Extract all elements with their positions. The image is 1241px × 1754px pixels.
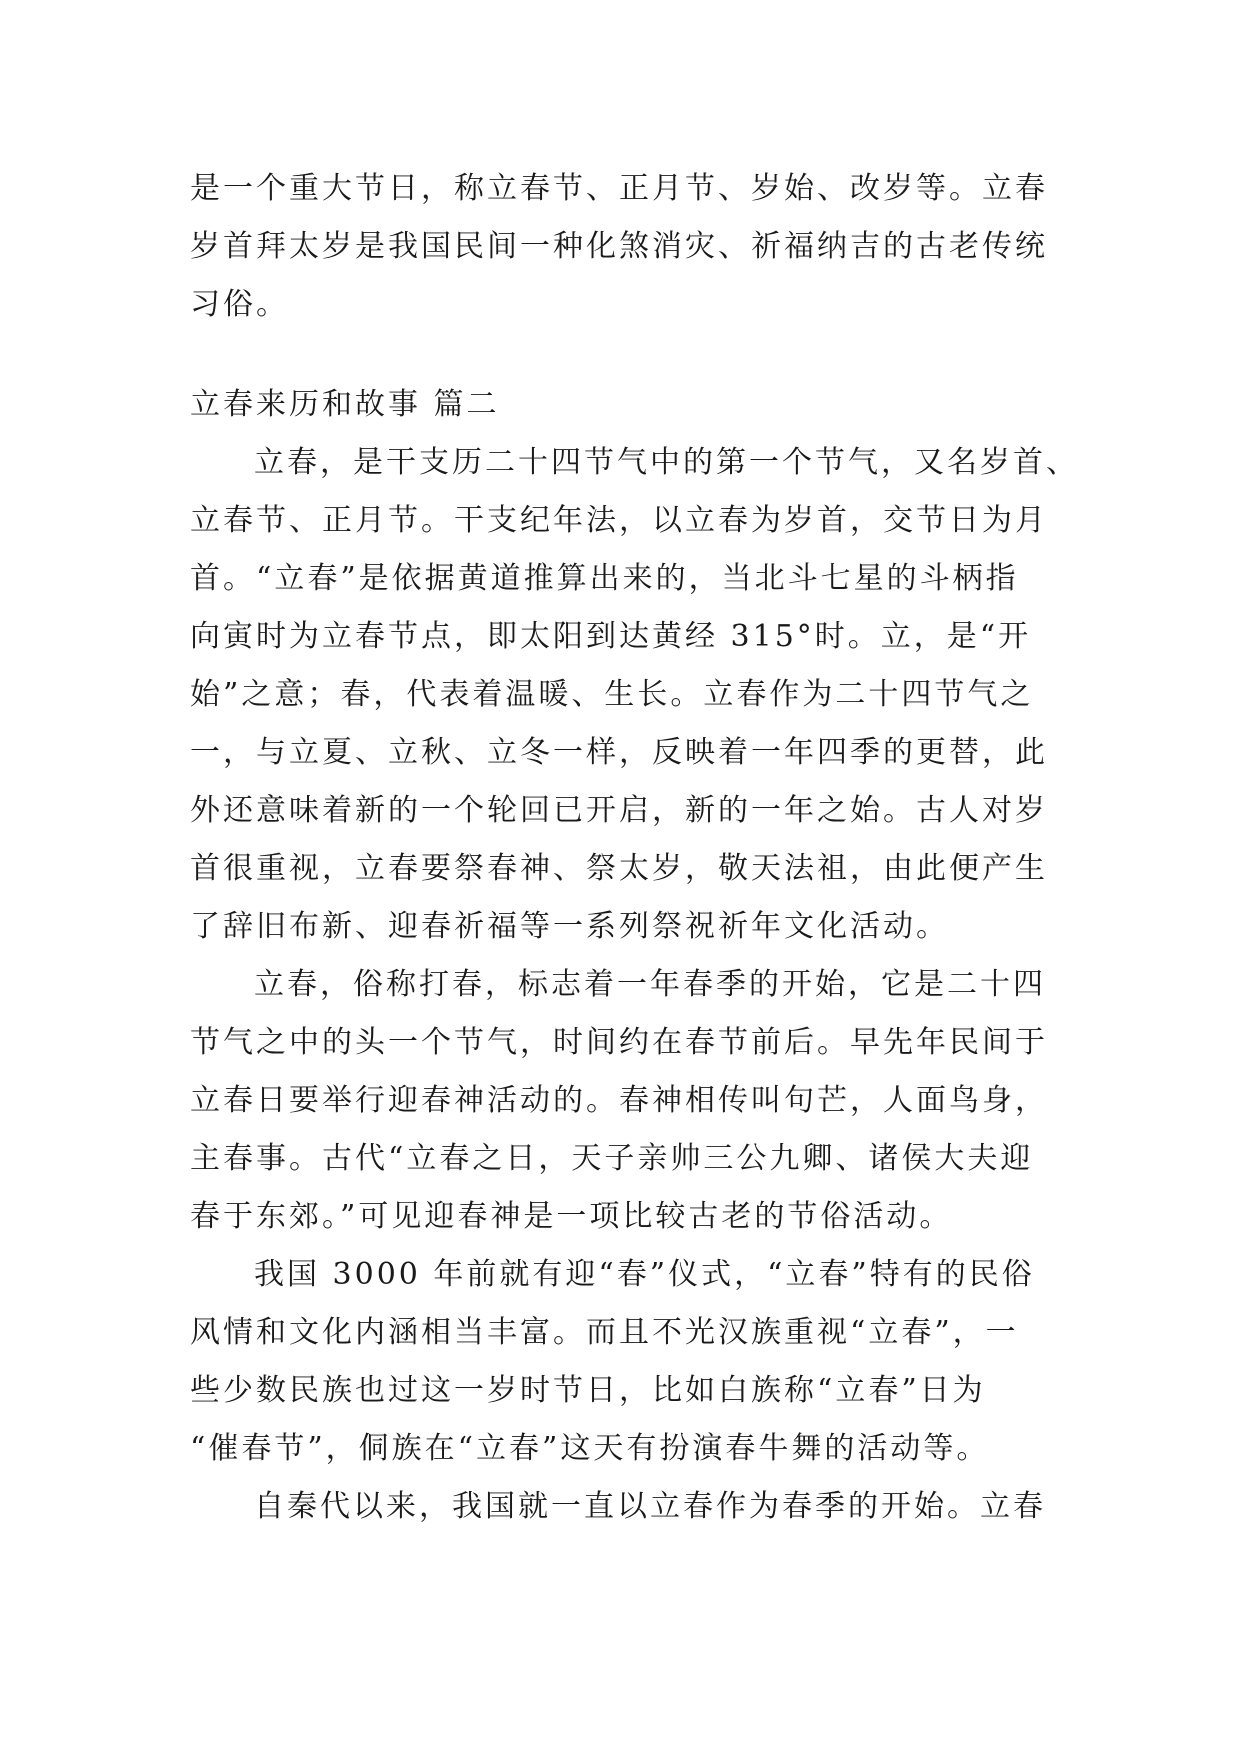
paragraph-line: 一，与立夏、立秋、立冬一样，反映着一年四季的更替，此 — [190, 735, 1048, 770]
paragraph-line: 我国 3000 年前就有迎“春”仪式，“立春”特有的民俗 — [254, 1257, 1035, 1292]
paragraph-line: 些少数民族也过这一岁时节日，比如白族称“立春”日为 — [190, 1373, 986, 1408]
paragraph-line: 立春节、正月节。干支纪年法，以立春为岁首，交节日为月 — [190, 503, 1048, 538]
paragraph-line: 了辞旧布新、迎春祈福等一系列祭祝祈年文化活动。 — [190, 909, 949, 944]
paragraph-line: “催春节”，侗族在“立春”这天有扮演春牛舞的活动等。 — [190, 1431, 990, 1466]
paragraph-2 — [190, 956, 1060, 1246]
paragraph-line: 首很重视，立春要祭春神、祭太岁，敬天法祖，由此便产生 — [190, 851, 1048, 886]
paragraph-line: 春于东郊。”可见迎春神是一项比较古老的节俗活动。 — [190, 1199, 953, 1234]
paragraph-line: 风情和文化内涵相当丰富。而且不光汉族重视“立春”，一 — [190, 1315, 1019, 1350]
intro-line: 是一个重大节日，称立春节、正月节、岁始、改岁等。立春 — [190, 171, 1048, 206]
paragraph-line: 立春，是干支历二十四节气中的第一个节气，又名岁首、 — [254, 445, 1079, 480]
paragraph-line: 立春日要举行迎春神活动的。春神相传叫句芒，人面鸟身， — [190, 1083, 1048, 1118]
paragraph-line: 始”之意；春，代表着温暖、生长。立春作为二十四节气之 — [190, 677, 1034, 712]
paragraph-line: 主春事。古代“立春之日，天子亲帅三公九卿、诸侯大夫迎 — [190, 1141, 1034, 1176]
paragraph-line: 自秦代以来，我国就一直以立春作为春季的开始。立春 — [254, 1489, 1046, 1524]
intro-line: 习俗。 — [190, 287, 289, 322]
paragraph-line: 节气之中的头一个节气，时间约在春节前后。早先年民间于 — [190, 1025, 1048, 1060]
paragraph-1 — [190, 434, 1079, 956]
paragraph-line: 向寅时为立春节点，即太阳到达黄经 315°时。立，是“开 — [190, 619, 1032, 654]
section-title: 立春来历和故事 篇二 — [190, 387, 500, 422]
paragraph-line: 首。“立春”是依据黄道推算出来的，当北斗七星的斗柄指 — [190, 561, 1019, 596]
paragraph-line: 立春，俗称打春，标志着一年春季的开始，它是二十四 — [254, 967, 1046, 1002]
document-body — [190, 160, 1079, 1536]
paragraph-line: 外还意味着新的一个轮回已开启，新的一年之始。古人对岁 — [190, 793, 1048, 828]
paragraph-3 — [190, 1246, 1060, 1478]
intro-line: 岁首拜太岁是我国民间一种化煞消灾、祈福纳吉的古老传统 — [190, 229, 1048, 264]
paragraph-4 — [190, 1478, 1060, 1536]
